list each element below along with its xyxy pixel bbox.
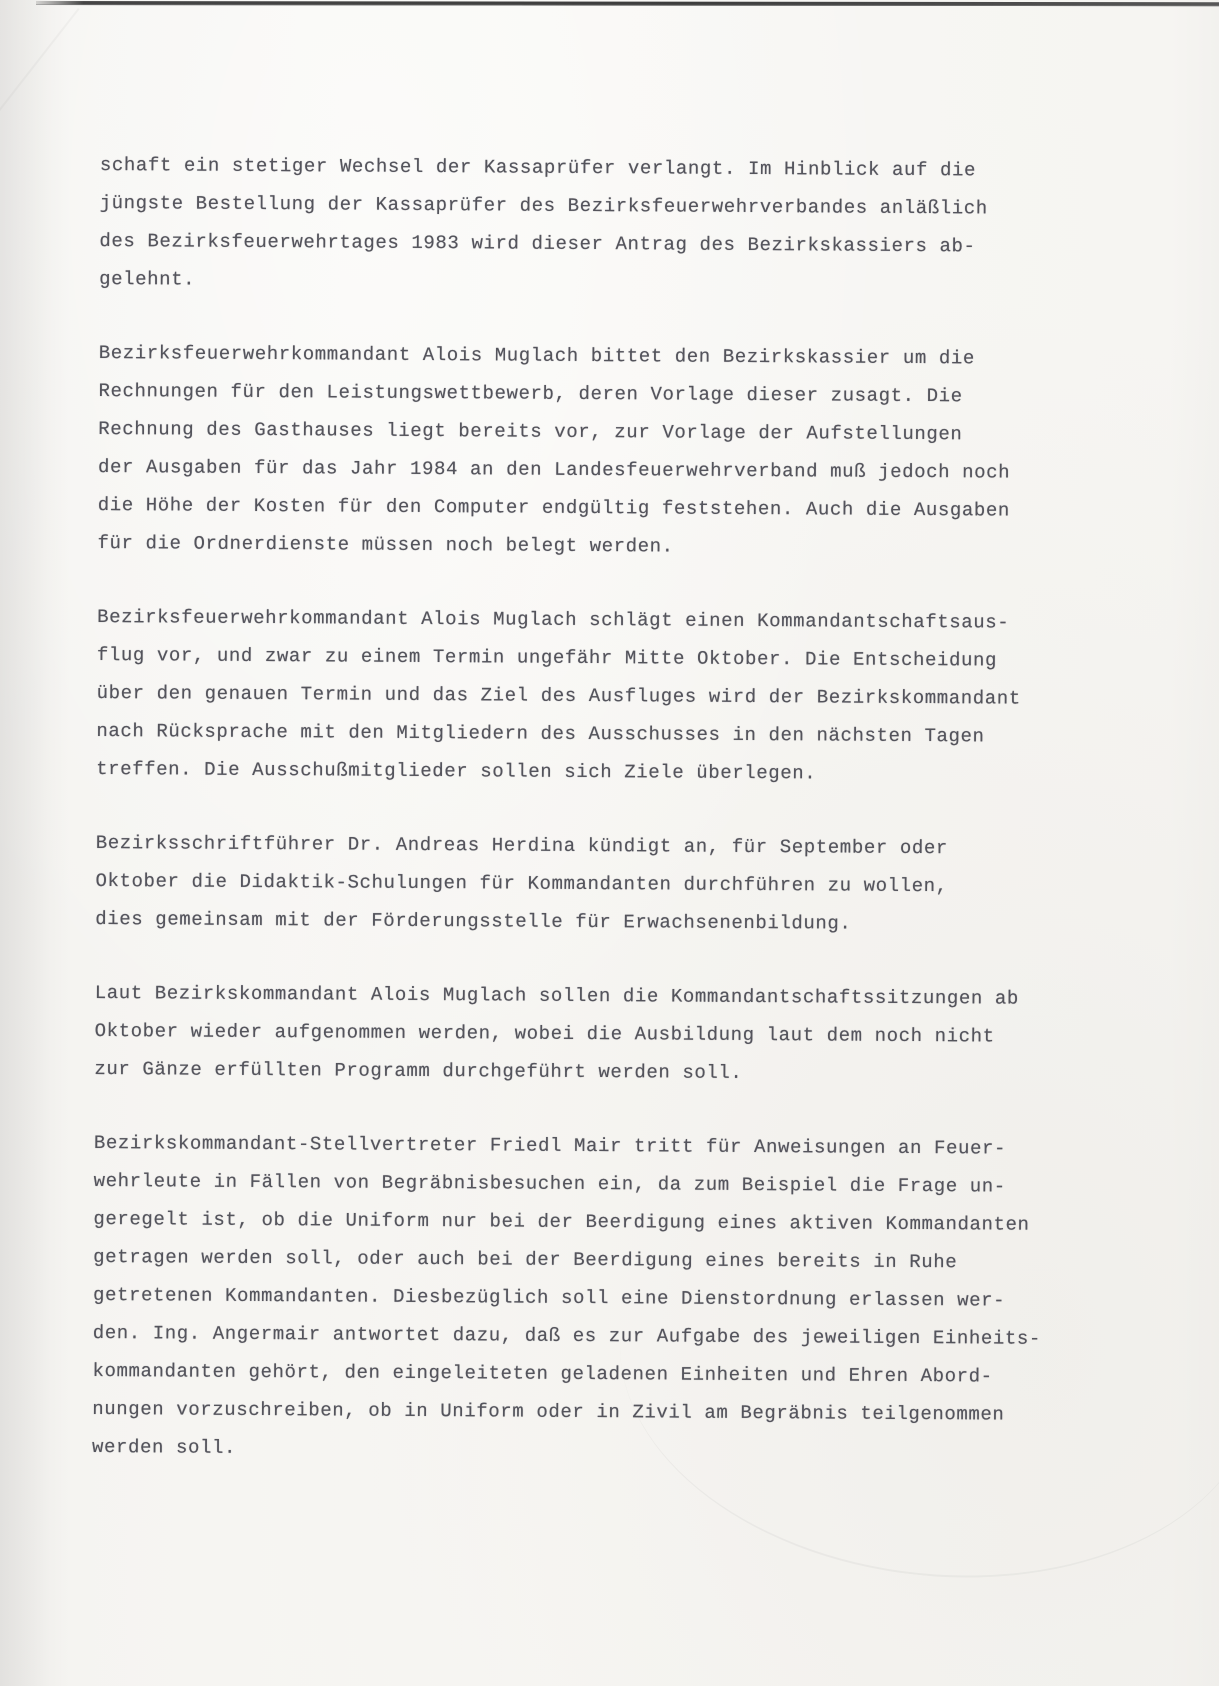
paragraph-kassapruefer: schaft ein stetiger Wechsel der Kassaprüfer verlangt. Im Hinblick auf die jüngste Bestellung der Kassaprüfer des Bezirksfeuerwehrverbandes anläßlich des Bezirksfeuerwehrtages 1983 wird dieser Antrag des Bezirkskassiers ab- gelehnt. bbox=[99, 153, 988, 291]
paragraph-kommandantschaftssitzungen: Laut Bezirkskommandant Alois Muglach sollen die Kommandantschaftssitzungen ab Oktober wieder aufgenommen werden, wobei die Ausbildung laut dem noch nicht zur Gänze erfüllten Programm durchgeführt werden soll. bbox=[94, 981, 1020, 1084]
paragraph-rechnungen: Bezirksfeuerwehrkommandant Alois Muglach bittet den Bezirkskassier um die Rechnungen für den Leistungswettbewerb, deren Vorlage dieser zusagt. Die Rechnung des Gasthauses liegt bereits vor, zur Vorlage der Aufstellungen der Ausgaben für das Jahr 1984 an den Landesfeuerwehrverband muß jedoch noch die Höhe der Kosten für den Computer endgültig feststehen. Auch die Ausgaben für die Ordnerdienste müssen noch belegt werden. bbox=[97, 341, 1011, 558]
typewritten-text-block bbox=[92, 146, 1110, 1508]
paragraph-didaktik-schulungen: Bezirksschriftführer Dr. Andreas Herdina kündigt an, für September oder Oktober die Didaktik-Schulungen für Kommandanten durchführen zu wollen, dies gemeinsam mit der Förderungsstelle für Erwachsenenbildung. bbox=[95, 831, 948, 935]
paragraph-begraebnisbesuche: Bezirkskommandant-Stellvertreter Friedl Mair tritt für Anweisungen an Feuer- wehrleute in Fällen von Begräbnisbesuchen ein, da zum Beispiel die Frage un- geregelt ist, ob die Uniform nur bei der Beerdigung eines aktiven Kommandanten getragen werden soll, oder auch bei der Beerdigung eines bereits in Ruhe getretenen Kommandanten. Diesbezüglich soll eine Dienstordnung erlassen wer- den. Ing. Angermair antwortet dazu, daß es zur Aufgabe des jeweiligen Einheits- kommandanten gehört, den eingeleiteten geladenen Einheiten und Ehren Abord- nungen vorzuschreiben, ob in Uniform oder in Zivil am Begräbnis teilgenommen werden soll. bbox=[91, 1131, 1041, 1459]
scan-left-shading bbox=[0, 0, 70, 1686]
scan-top-edge-line bbox=[36, 1, 1219, 6]
paragraph-kommandantschaftsausflug: Bezirksfeuerwehrkommandant Alois Muglach schlägt einen Kommandantschaftsaus- flug vor, und zwar zu einem Termin ungefähr Mitte Oktober. Die Entscheidung über den genauen Termin und das Ziel des Ausfluges wird der Bezirkskommandant nach Rücksprache mit den Mitgliedern des Ausschusses in den nächsten Tagen treffen. Die Ausschußmitglieder sollen sich Ziele überlegen. bbox=[96, 605, 1021, 785]
